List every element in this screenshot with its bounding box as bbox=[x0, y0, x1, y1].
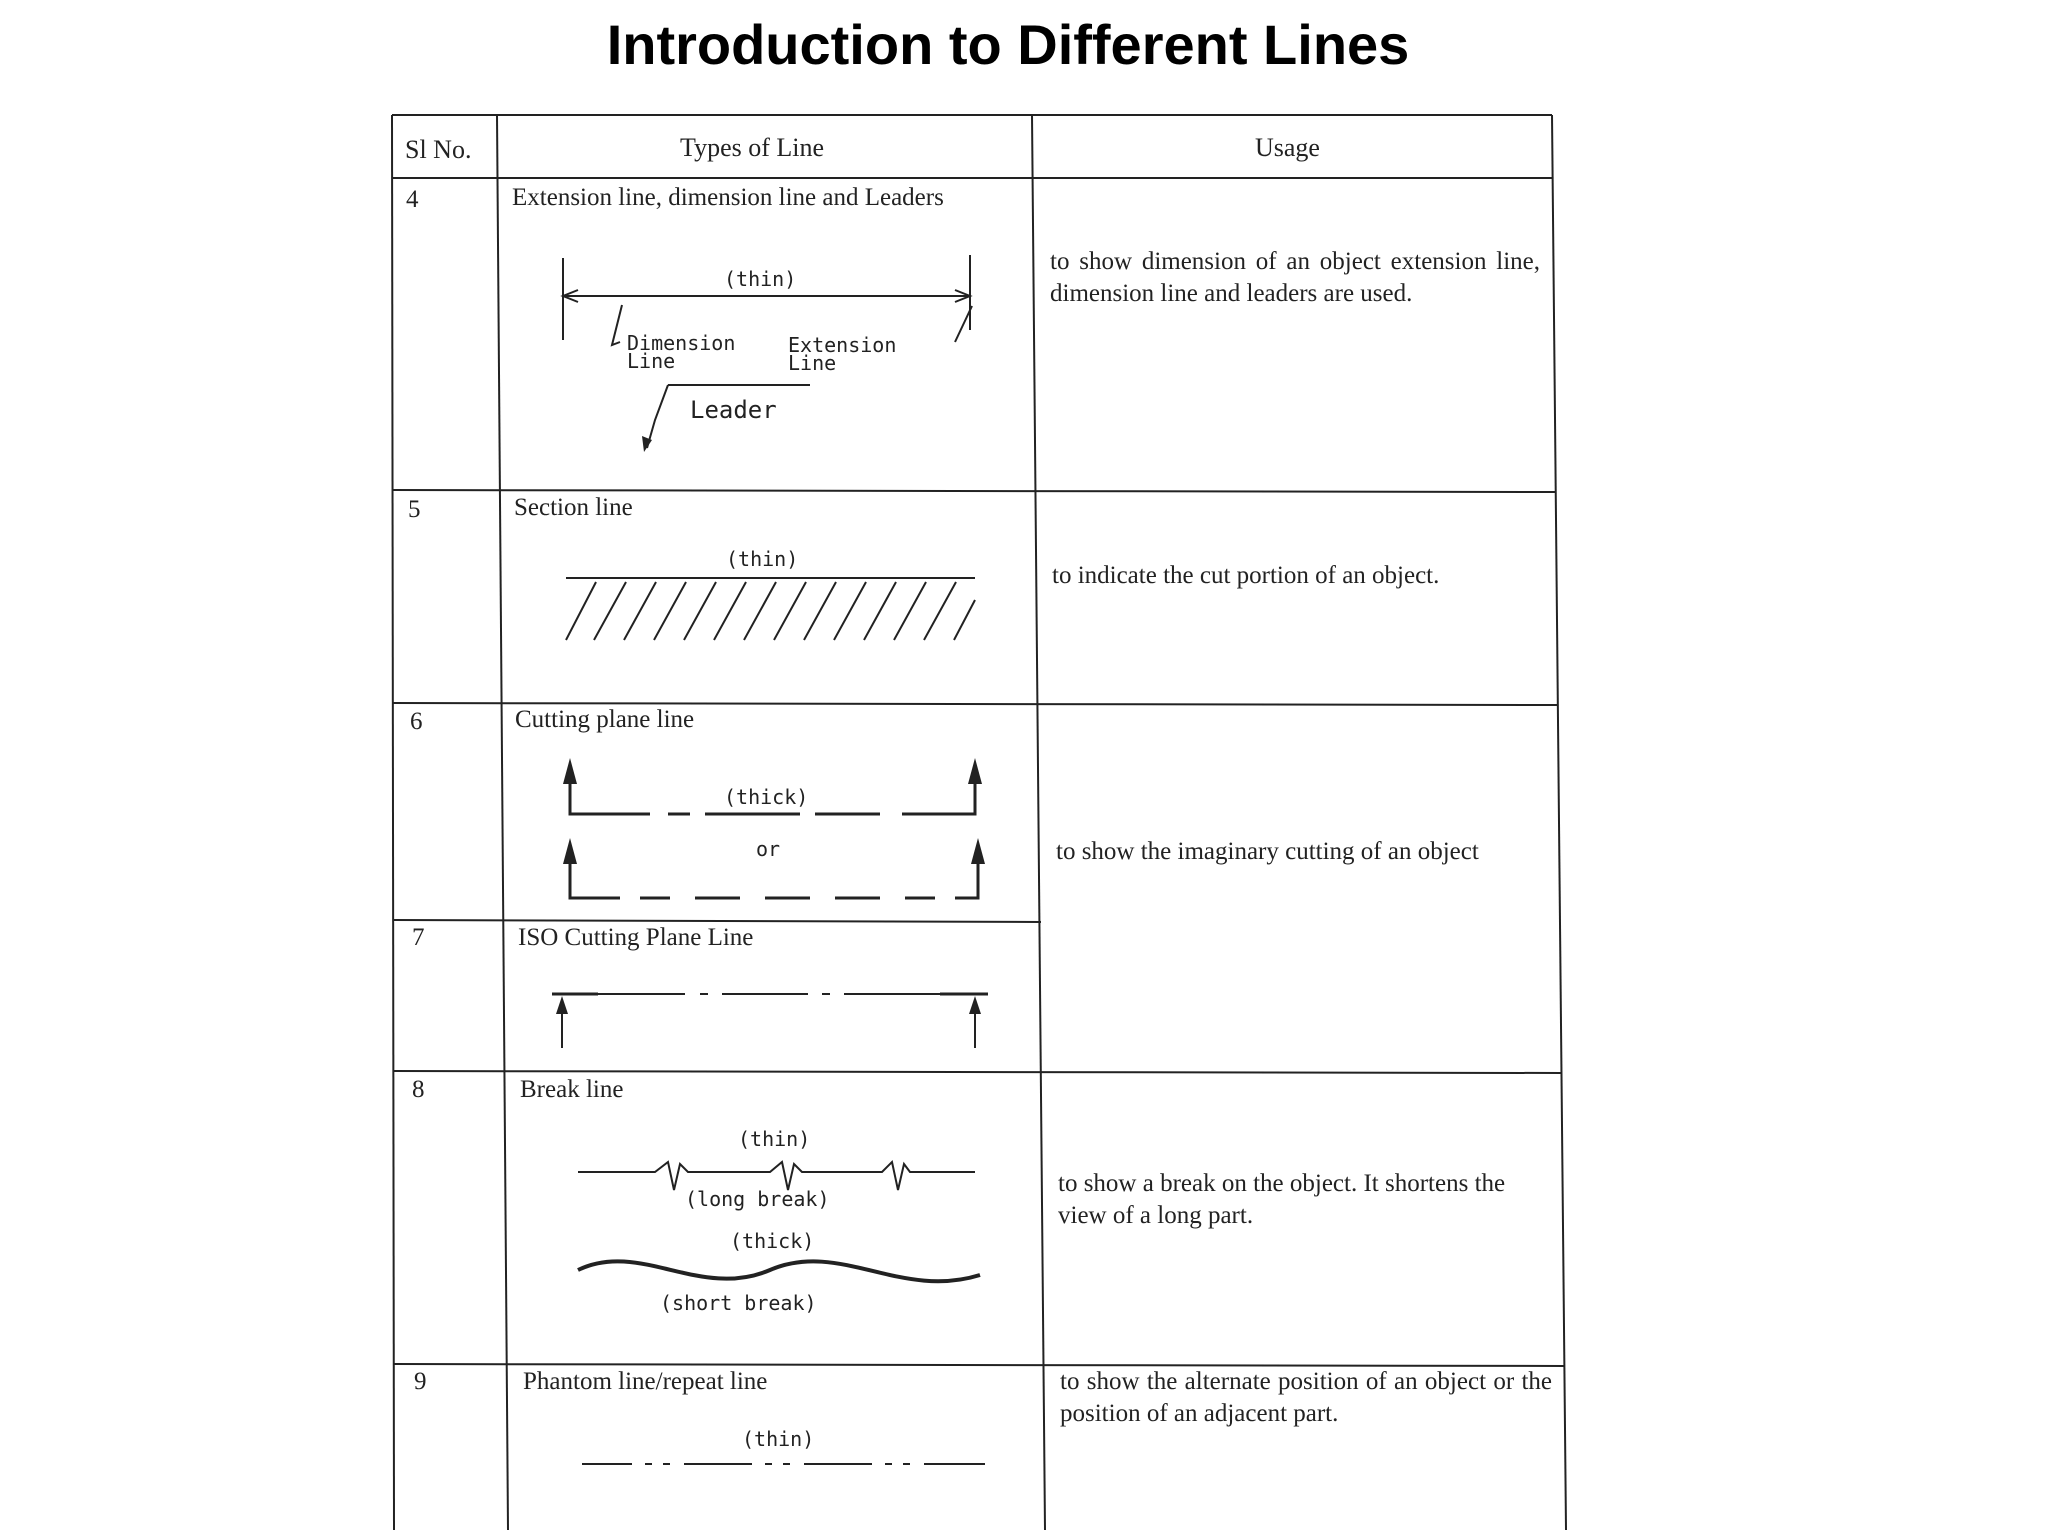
row-9-thin-label: (thin) bbox=[742, 1427, 815, 1451]
row-8-short-break-label: (short break) bbox=[660, 1291, 817, 1315]
row-5-sl: 5 bbox=[408, 496, 421, 523]
row-6-type: Cutting plane line bbox=[515, 706, 695, 733]
row-4-sl: 4 bbox=[406, 186, 419, 213]
row-7-type: ISO Cutting Plane Line bbox=[518, 924, 754, 951]
row-8-type: Break line bbox=[520, 1076, 624, 1103]
row-5-usage: to indicate the cut portion of an object. bbox=[1052, 562, 1440, 589]
row-8-thick-label: (thick) bbox=[730, 1229, 815, 1253]
row-9-sl: 9 bbox=[414, 1368, 427, 1395]
row-4-dimension-label-2: Line bbox=[627, 349, 676, 373]
row-8-thin-label: (thin) bbox=[738, 1127, 811, 1151]
header-sl-no: Sl No. bbox=[405, 135, 472, 164]
row-6-usage: to show the imaginary cutting of an object bbox=[1056, 838, 1479, 865]
row-4-thin-label: (thin) bbox=[724, 267, 797, 291]
row-7-sl: 7 bbox=[412, 924, 425, 951]
row-4-extension-label-1: Extension bbox=[788, 333, 897, 357]
page-title: Introduction to Different Lines bbox=[606, 13, 1410, 76]
row-4-dimension-label-1: Dimension bbox=[627, 331, 736, 355]
row-6-or-label: or bbox=[756, 837, 781, 861]
header-usage: Usage bbox=[1255, 133, 1320, 162]
row-8-sl: 8 bbox=[412, 1076, 425, 1103]
row-6-thick-label: (thick) bbox=[724, 785, 809, 809]
row-4-leader-label: Leader bbox=[690, 396, 777, 424]
row-4-usage: to show dimension of an object extension line, dimension line and leaders are used. bbox=[1050, 248, 1540, 307]
row-9-usage: to show the alternate position of an object or the position of an adjacent part. bbox=[1060, 1368, 1552, 1427]
row-8-usage: to show a break on the object. It shortens the view of a long part. bbox=[1058, 1170, 1506, 1229]
row-5-type: Section line bbox=[514, 494, 633, 521]
header-types-of-line: Types of Line bbox=[680, 133, 825, 162]
row-6-sl: 6 bbox=[410, 708, 423, 735]
row-9-type: Phantom line/repeat line bbox=[523, 1368, 768, 1395]
row-4-type: Extension line, dimension line and Leaders bbox=[512, 184, 944, 211]
row-4-extension-label-2: Line bbox=[788, 351, 837, 375]
row-8-long-break-label: (long break) bbox=[685, 1187, 830, 1211]
row-5-thin-label: (thin) bbox=[726, 547, 799, 571]
